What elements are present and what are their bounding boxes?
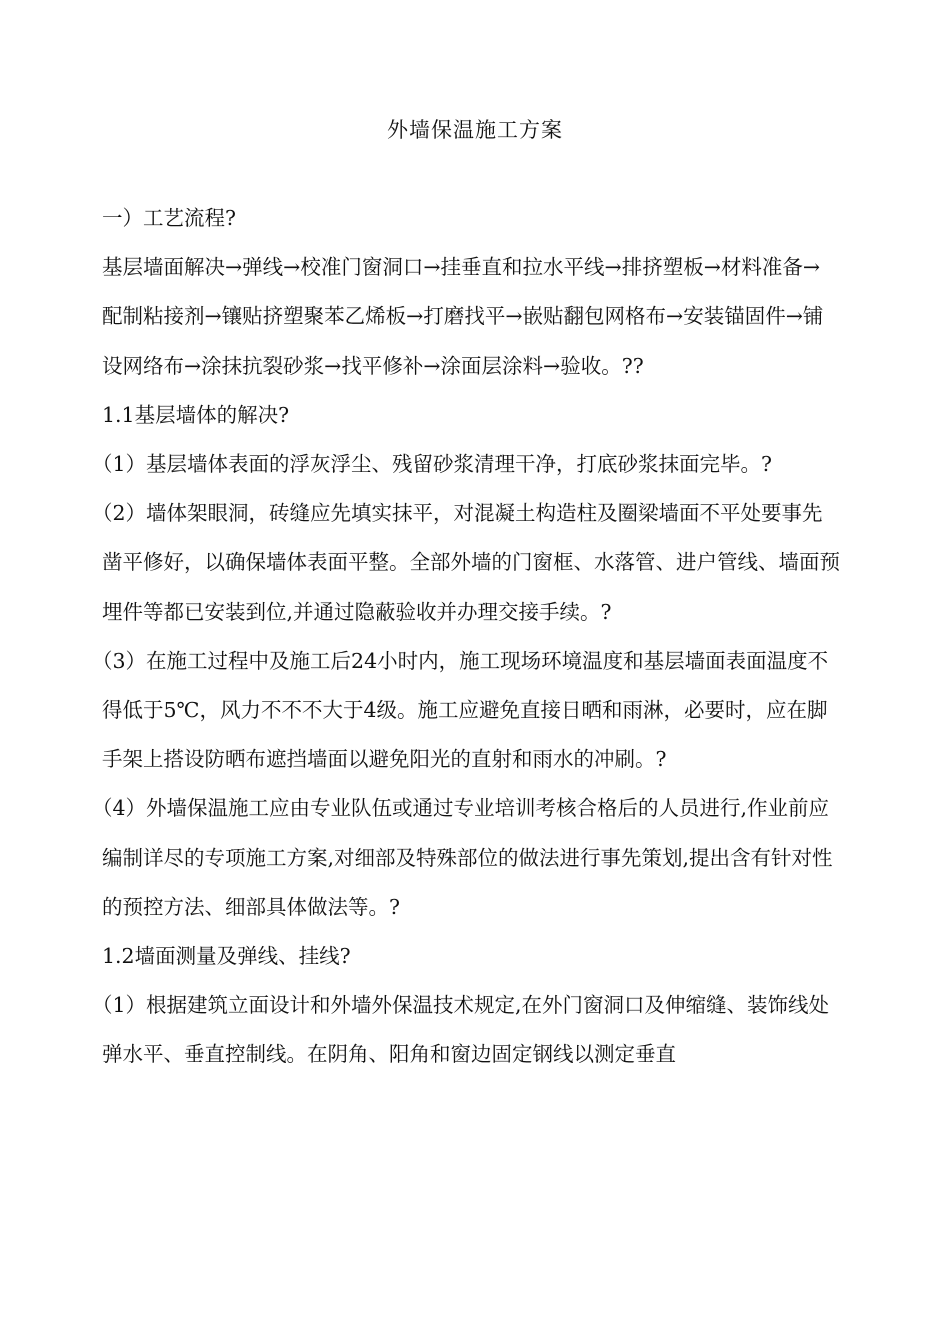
section-heading-1-2: 1.2墙面测量及弹线、挂线? — [102, 944, 351, 969]
paragraph-1-1-item-2: （2）墙体架眼洞，砖缝应先填实抹平，对混凝土构造柱及圈梁墙面不平处要事先凿平修好，以确保墙体表面平整。全部外墙的门窗框、水落管、进户管线、墙面预埋件等都已安装到位,并通过隐蔽验收并办理交接手续。? — [92, 501, 840, 624]
section-heading-1-1: 1.1基层墙体的解决? — [102, 402, 290, 427]
document-body — [92, 194, 840, 1080]
paragraph-1-1-item-3: （3）在施工过程中及施工后24小时内，施工现场环境温度和基层墙面表面温度不得低于5℃，风力不不不大于4级。施工应避免直接日晒和雨淋，必要时，应在脚手架上搭设防晒布遮挡墙面以避免阳光的直射和雨水的冲刷。? — [92, 648, 829, 772]
process-flow-paragraph: 基层墙面解决→弹线→校准门窗洞口→挂垂直和拉水平线→排挤塑板→材料准备→配制粘接剂→镶贴挤塑聚苯乙烯板→打磨找平→嵌贴翻包网格布→安装锚固件→铺设网络布→涂抹抗裂砂浆→找平修补→涂面层涂料→验收。?? — [102, 255, 824, 378]
section-heading-process: 一）工艺流程? — [102, 206, 236, 230]
document-title: 外墙保温施工方案 — [387, 118, 563, 142]
paragraph-1-2-item-1: （1）根据建筑立面设计和外墙外保温技术规定,在外门窗洞口及伸缩缝、装饰线处弹水平、垂直控制线。在阴角、阳角和窗边固定钢线以测定垂直 — [92, 993, 830, 1067]
paragraph-1-1-item-1: （1）基层墙体表面的浮灰浮尘、残留砂浆清理干净，打底砂浆抹面完毕。? — [92, 452, 773, 477]
paragraph-1-1-item-4: （4）外墙保温施工应由专业队伍或通过专业培训考核合格后的人员进行,作业前应编制详尽的专项施工方案,对细部及特殊部位的做法进行事先策划,提出含有针对性的预控方法、细部具体做法等。? — [92, 796, 833, 919]
